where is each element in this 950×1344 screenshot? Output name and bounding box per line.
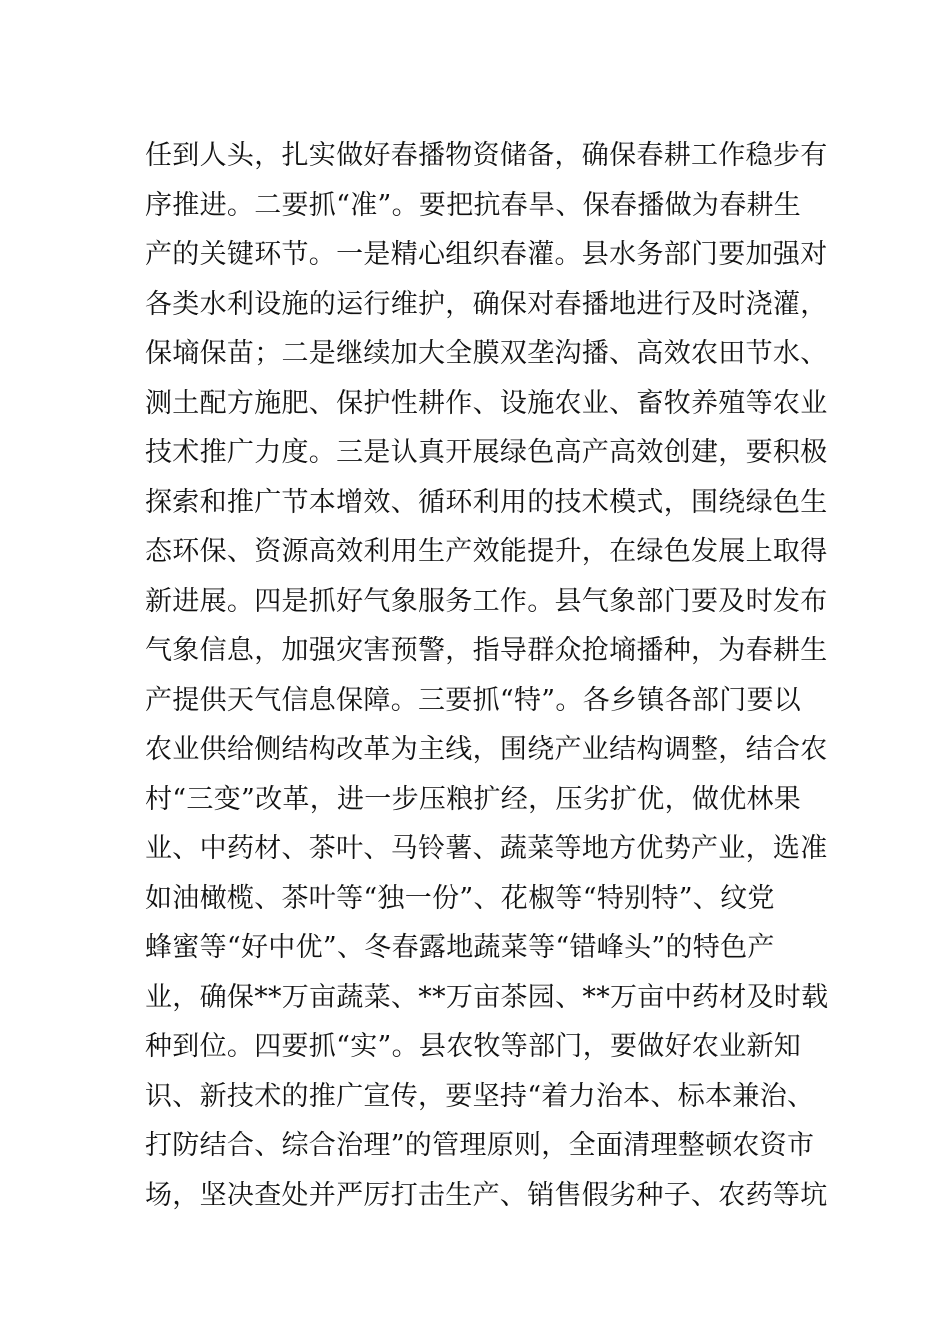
text-line: 新进展。四是抓好气象服务工作。县气象部门要及时发布	[145, 585, 828, 617]
text-line: 态环保、资源高效利用生产效能提升，在绿色发展上取得	[145, 536, 828, 567]
text-line: 业，确保**万亩蔬菜、**万亩茶园、**万亩中药材及时载	[145, 981, 829, 1013]
text-line: 蜂蜜等“好中优”、冬春露地蔬菜等“错峰头”的特色产	[145, 932, 775, 963]
text-line: 打防结合、综合治理”的管理原则，全面清理整顿农资市	[145, 1130, 815, 1161]
text-line: 各类水利设施的运行维护，确保对春播地进行及时浇灌，	[145, 288, 828, 320]
text-line: 业、中药材、茶叶、马铃薯、蔬菜等地方优势产业，选准	[145, 833, 828, 864]
text-line: 场，坚决查处并严厉打击生产、销售假劣种子、农药等坑	[145, 1179, 828, 1211]
text-line: 村“三变”改革，进一步压粮扩经，压劣扩优，做优林果	[145, 783, 802, 815]
text-line: 识、新技术的推广宣传，要坚持“着力治本、标本兼治、	[145, 1080, 815, 1112]
text-line: 种到位。四要抓“实”。县农牧等部门，要做好农业新知	[145, 1031, 802, 1062]
text-line: 测土配方施肥、保护性耕作、设施农业、畜牧养殖等农业	[145, 387, 828, 419]
text-line: 气象信息，加强灾害预警，指导群众抢墒播种，为春耕生	[145, 635, 828, 666]
text-line: 产提供天气信息保障。三要抓“特”。各乡镇各部门要以	[145, 684, 802, 716]
text-line: 产的关键环节。一是精心组织春灌。县水务部门要加强对	[145, 239, 828, 270]
body-text	[145, 131, 845, 1220]
text-line: 保墒保苗；二是继续加大全膜双垄沟播、高效农田节水、	[145, 338, 828, 369]
text-line: 任到人头，扎实做好春播物资储备，确保春耕工作稳步有	[145, 140, 828, 171]
text-line: 如油橄榄、茶叶等“独一份”、花椒等“特别特”、纹党	[145, 882, 775, 914]
text-line: 农业供给侧结构改革为主线，围绕产业结构调整，结合农	[145, 734, 828, 765]
text-line: 序推进。二要抓“准”。要把抗春旱、保春播做为春耕生	[145, 189, 802, 221]
text-line: 探索和推广节本增效、循环利用的技术模式，围绕绿色生	[145, 486, 828, 518]
text-line: 技术推广力度。三是认真开展绿色高产高效创建，要积极	[145, 437, 828, 468]
